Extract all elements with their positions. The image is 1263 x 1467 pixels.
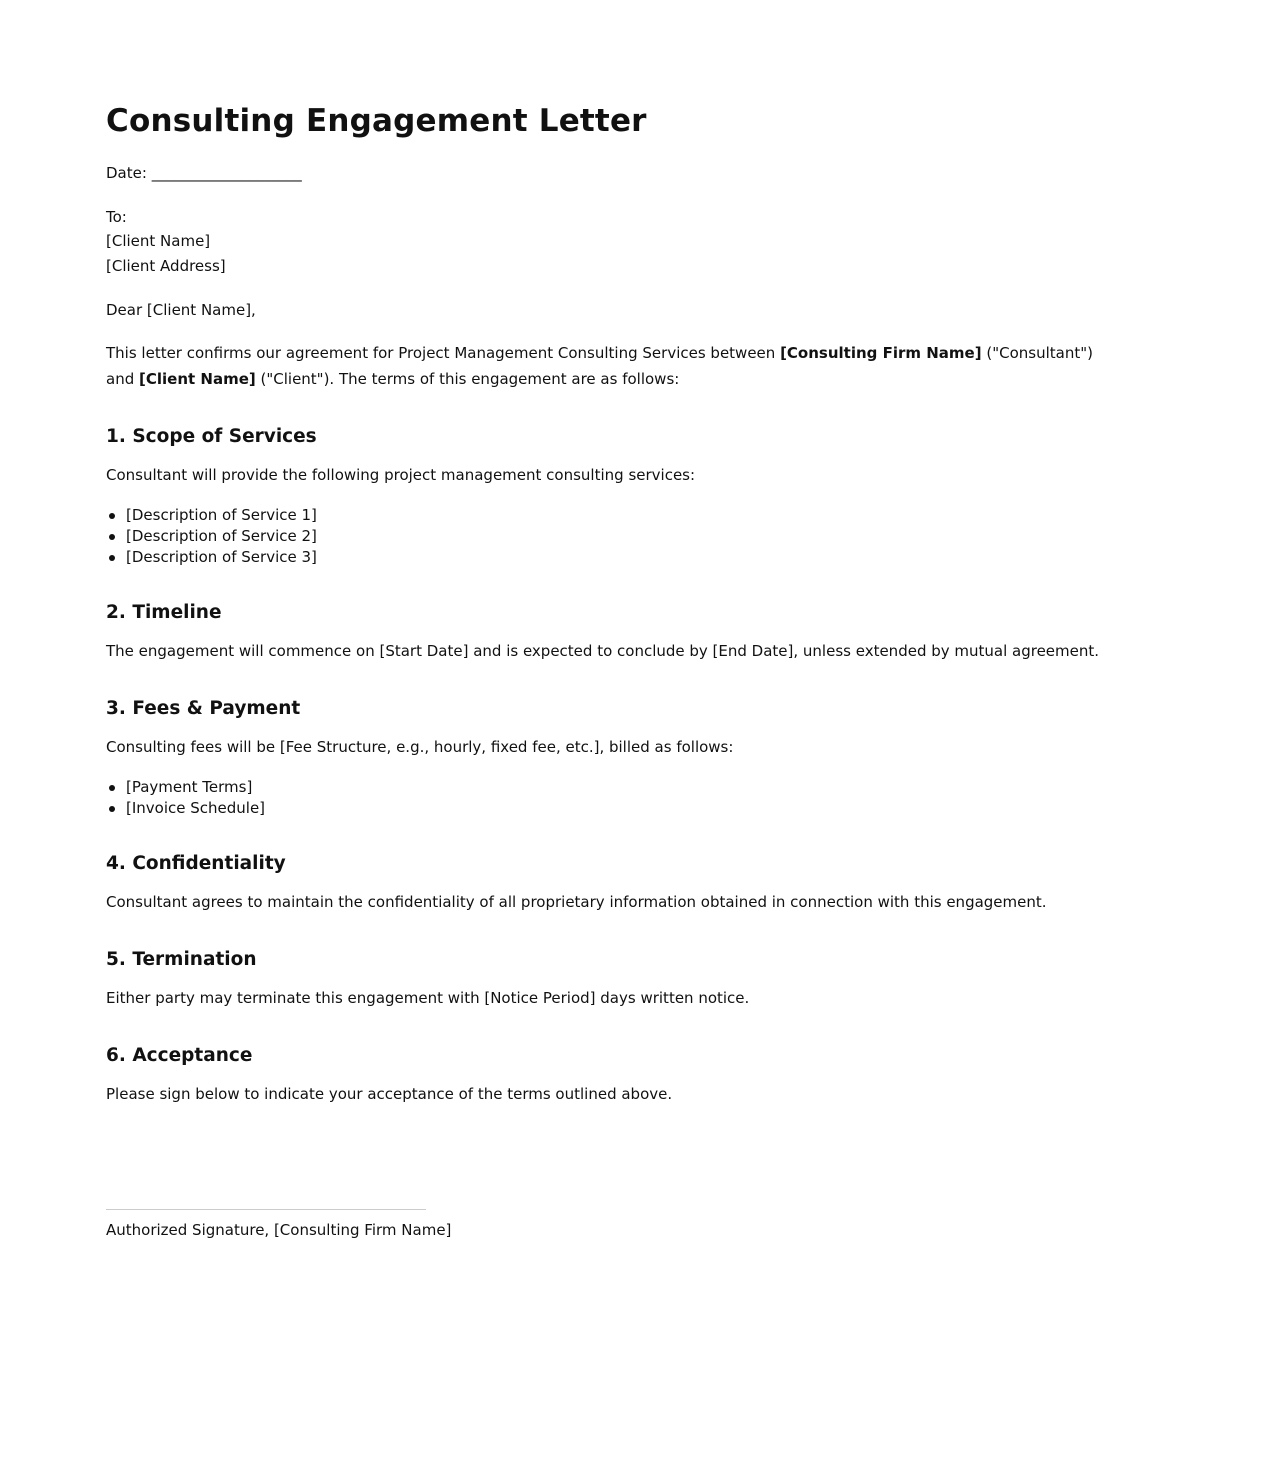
client-address: [Client Address] bbox=[106, 257, 226, 275]
document-title: Consulting Engagement Letter bbox=[106, 103, 647, 139]
section-heading-fees: 3. Fees & Payment bbox=[106, 698, 301, 719]
payment-list bbox=[106, 777, 265, 819]
list-item: [Invoice Schedule] bbox=[126, 798, 265, 819]
bullet-icon bbox=[109, 785, 115, 791]
signature-caption: Authorized Signature, [Consulting Firm Name] bbox=[106, 1221, 452, 1239]
section-heading-acceptance: 6. Acceptance bbox=[106, 1045, 253, 1066]
client-name: [Client Name] bbox=[106, 232, 211, 250]
list-item: [Description of Service 2] bbox=[126, 526, 317, 547]
section-heading-timeline: 2. Timeline bbox=[106, 602, 222, 623]
bullet-icon bbox=[109, 513, 115, 519]
intro-text-2: ("Consultant") and bbox=[106, 344, 1093, 388]
section-heading-confidentiality: 4. Confidentiality bbox=[106, 853, 286, 874]
list-item: [Payment Terms] bbox=[126, 777, 265, 798]
section-text-termination: Either party may terminate this engagement with [Notice Period] days written notice. bbox=[106, 989, 750, 1007]
date-line bbox=[106, 163, 302, 183]
client-name-bold: [Client Name] bbox=[139, 370, 256, 388]
section-text-acceptance: Please sign below to indicate your acceptance of the terms outlined above. bbox=[106, 1085, 673, 1103]
section-text-scope: Consultant will provide the following project management consulting services: bbox=[106, 466, 696, 484]
signature-line bbox=[106, 1209, 426, 1210]
list-item: [Description of Service 1] bbox=[126, 505, 317, 526]
section-heading-termination: 5. Termination bbox=[106, 949, 257, 970]
bullet-icon bbox=[109, 534, 115, 540]
salutation: Dear [Client Name], bbox=[106, 301, 256, 319]
section-heading-scope: 1. Scope of Services bbox=[106, 426, 317, 447]
services-list bbox=[106, 505, 317, 568]
section-text-fees: Consulting fees will be [Fee Structure, e.g., hourly, fixed fee, etc.], billed as follows: bbox=[106, 738, 734, 756]
date-label: Date: bbox=[106, 164, 147, 182]
intro-paragraph bbox=[106, 340, 1116, 392]
section-text-timeline: The engagement will commence on [Start Date] and is expected to conclude by [End Date], unless extended by mutual agreement. bbox=[106, 642, 1100, 660]
bullet-icon bbox=[109, 806, 115, 812]
date-blank: ____________________ bbox=[151, 164, 302, 182]
intro-text-3: ("Client"). The terms of this engagement are as follows: bbox=[255, 370, 680, 388]
intro-text-1: This letter confirms our agreement for Project Management Consulting Services between bbox=[106, 344, 781, 362]
section-text-confidentiality: Consultant agrees to maintain the confidentiality of all proprietary information obtained in connection with this engagement. bbox=[106, 893, 1047, 911]
bullet-icon bbox=[109, 555, 115, 561]
to-label: To: bbox=[106, 208, 127, 226]
list-item: [Description of Service 3] bbox=[126, 547, 317, 568]
consulting-firm-name: [Consulting Firm Name] bbox=[780, 344, 982, 362]
